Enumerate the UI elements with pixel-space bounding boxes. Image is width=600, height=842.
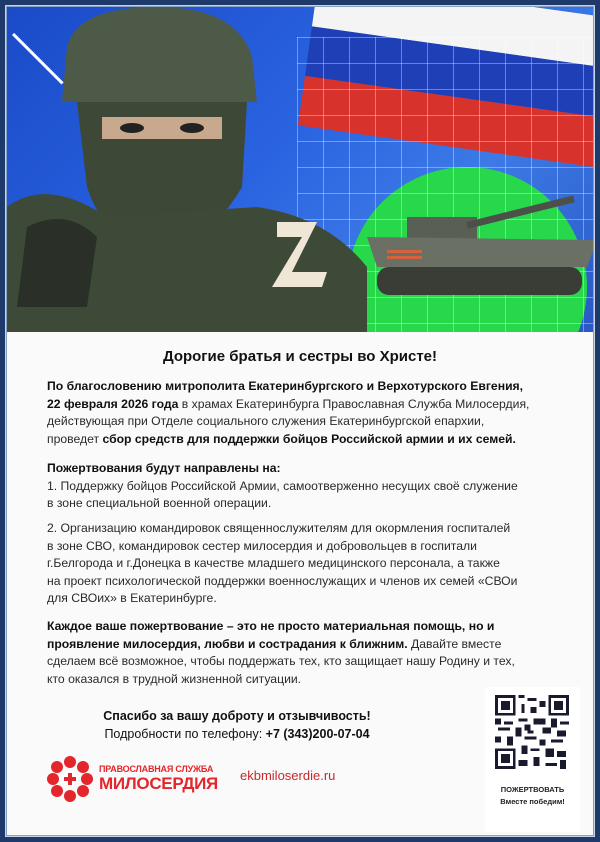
intro-text: проведет — [47, 431, 103, 446]
qr-donate-block — [485, 687, 580, 832]
content-area — [7, 332, 593, 835]
donations-heading: Пожертвования будут направлены на: — [47, 461, 281, 475]
donation-text: 2. Организацию командировок священнослужителям для окормления госпиталей — [47, 521, 511, 535]
soldier-illustration — [7, 7, 367, 332]
donation-text: г.Белгорода и г.Донецка в качестве младшего медицинского персонала, а также — [47, 556, 500, 570]
donation-item-2 — [47, 520, 557, 608]
donate-label: ПОЖЕРТВОВАТЬ — [500, 785, 565, 794]
tank-illustration — [367, 192, 593, 302]
intro-bold: По благословению митрополита Екатеринбургского и Верхотурского Евгения, — [47, 379, 524, 393]
intro-text: в храмах Екатеринбурга Православная Служба Милосердия, — [178, 396, 530, 411]
appeal-text: сделаем всё возможное, чтобы поддержать тех, кто защищает нашу Родину и тех, — [47, 654, 515, 668]
donation-text: на проект психологической поддержки военнослужащих и членов их семей «СВОи — [47, 573, 518, 588]
miloserdie-logo — [47, 756, 217, 801]
logo-name: МИЛОСЕРДИЯ — [99, 774, 218, 793]
hero-image — [7, 7, 593, 332]
event-date: 22 февраля 2026 года — [47, 396, 179, 411]
appeal-bold: Каждое ваше пожертвование – это не просто материальная помощь, но и — [47, 619, 495, 633]
logo-subtitle: ПРАВОСЛАВНАЯ СЛУЖБА — [99, 764, 214, 774]
donation-item-1: 1. Поддержку бойцов Российской Армии, самоотверженно несущих своё служение — [47, 478, 518, 493]
donate-caption: Вместе победим! — [500, 797, 565, 806]
appeal-text: кто оказался в трудной жизненной ситуации. — [47, 671, 302, 686]
intro-bold: сбор средств для поддержки бойцов Российской армии и их семей. — [102, 431, 516, 446]
donation-text: в зоне СВО, командировок сестер милосердия и добровольцев в госпитали — [47, 538, 477, 553]
intro-text: действующая при Отделе социального служения Екатеринбургской епархии, — [47, 414, 485, 428]
hearts-cross-icon — [47, 756, 93, 802]
phone-line — [7, 727, 467, 741]
donation-text: для СВОих» в Екатеринбурге. — [47, 591, 217, 605]
phone-number[interactable]: +7 (343)200-07-04 — [265, 727, 370, 741]
website-link[interactable]: ekbmiloserdie.ru — [240, 768, 336, 783]
donation-item-1: в зоне специальной военной операции. — [47, 496, 272, 510]
thanks-line: Спасибо за вашу доброту и отзывчивость! — [103, 709, 371, 723]
appeal-bold: проявление милосердия, любви и сострадания к ближним. — [47, 636, 408, 651]
intro-paragraph — [47, 378, 557, 448]
appeal-text: Давайте вместе — [407, 636, 502, 651]
phone-label: Подробности по телефону: — [104, 727, 266, 741]
qr-code[interactable] — [495, 695, 569, 769]
appeal-paragraph — [47, 618, 557, 688]
donations-section — [47, 460, 557, 513]
page-title: Дорогие братья и сестры во Христе! — [162, 348, 438, 365]
